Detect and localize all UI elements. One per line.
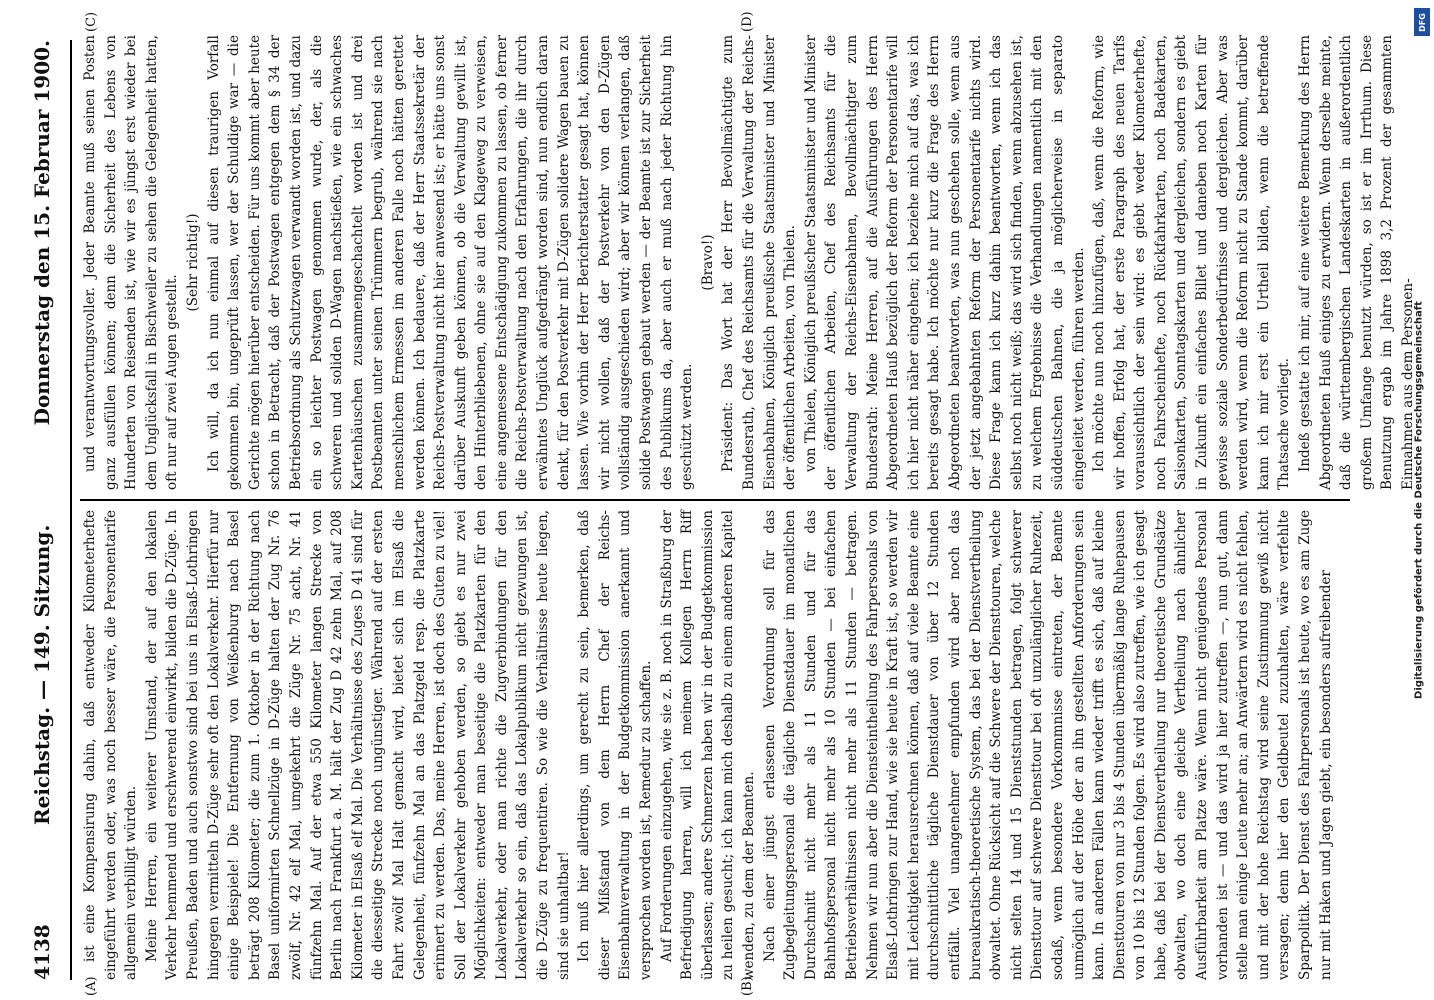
interjection: (Bravo!) [699, 234, 716, 291]
paragraph: ist eine Kompensirung dahin, daß entweder Kilometerhefte eingeführt werden oder, was noch besser wäre, die Personentarife allgemein verbilligt würden. [82, 510, 140, 980]
paragraph: Meine Herren, ein weiterer Umstand, der auf den lokalen Verkehr hemmend und erschwerend einwirkt, bilden die D-Züge. In Preußen, Baden und auch sonstwo sind bei uns in Elsaß-Lothringen hingegen vermitteln D-Züge sehr oft den Lokalverkehr. Hierfür nur einige Beispiele! Die Entfernung von Weißenburg nach Basel beträgt 208 Kilometer; die zum 1. Oktober in der Richtung nach Basel uniformirten Schnellzüge in D-Züge halten der Zug Nr. 76 zwölf, Nr. 42 elf Mal, umgekehrt die Züge Nr. 75 acht, Nr. 41 fünfzehn Mal. Auf der etwa 550 Kilometer langen Strecke von Berlin nach Frankfurt a. M. hält der Zug D 42 zehn Mal, auf 208 Kilometer in Elsaß elf Mal. Die Verhältnisse des Zuges D 41 sind für die diesseitige Strecke noch ungünstiger. Während auf der ersten Fahrt zwölf Mal Halt gemacht wird, bietet sich im Elsaß die Gelegenheit, fünfzehn Mal an das Platzgeld resp. die Platzkarte erinnert zu werden. Das, meine Herren, ist doch des Guten zu viel! Soll der Lokalverkehr gehoben werden, so giebt es nur zwei Möglichkeiten: entweder man beseitige die Platzkarten für den Lokalverkehr, oder man richte die Zugverbindungen für den Lokalverkehr so ein, daß das Lokalpublikum nicht gezwungen ist, die D-Züge zu frequentiren. So wie die Verhältnisse heute liegen, sind sie unhaltbar! [143, 510, 572, 980]
interjection: (Sehr richtig!) [184, 213, 201, 312]
page-header [30, 40, 72, 980]
credit-text: Digitalisierung gefördert durch die Deutsche Forschungsgemeinschaft [1413, 301, 1425, 699]
paragraph: Auf Forderungen einzugehen, wie sie z. B. noch in Straßburg der Befriedigung harren, will ich meinem Kollegen Herrn Riff überlassen; andere Schmerzen haben wir in der Budgetkommission zu heilen gesucht; ich kann mich deshalb zu einem anderen Kapitel wenden, zu dem der Beamten. [658, 510, 757, 980]
paragraph: Ich will, da ich nun einmal auf diesen traurigen Vorfall gekommen bin, ungeprüft lassen, wer der Schuldige war — die Gerichte mögen hierüber entscheiden. Für uns kommt aber heute schon in Betracht, daß der Postwagen entgegen dem § 34 der Betriebsordnung als Schutzwagen verwandt worden ist, und dazu ein so leichter Postwagen genommen wurde, der, als die schweren und soliden D-Wagen nachstießen, wie ein schwaches Kartenhäuschen zusammengeschachtelt worden ist und drei Postbeamten unter seinen Trümmern begrub, während sie nach menschlichem Ermessen im anderen Falle noch hätten gerettet werden können. Ich bedauere, daß der Herr Staatssekretär der Reichs-Postverwaltung nicht hier anwesend ist; er hätte uns sonst darüber Auskunft geben können, ob die Verwaltung gewillt ist, den Hinterbliebenen, ohne sie auf den Klageweg zu verweisen, eine angemessene Entschädigung zukommen zu lassen, ob ferner die Reichs-Postverwaltung nach den Erfahrungen, die ihr durch erwähntes Unglück aufgedrängt worden sind, nun endlich daran denkt, für den Postverkehr mit D-Zügen solidere Wagen bauen zu lassen. Wie vorhin der Herr Berichterstatter gesagt hat, können wir nicht wollen, daß der Postverkehr von den D-Zügen vollständig ausgeschieden wird; aber wir können verlangen, daß solide Postwagen gebaut werden — der Beamte ist zur Sicherheit des Publikums da, aber auch er muß nach jeder Richtung hin geschützt werden. [205, 35, 696, 490]
paragraph: und verantwortungsvoller. Jeder Beamte muß seinen Posten ganz ausfüllen können; denn die Sicherheit des Lebens von Hunderten von Reisenden ist, wie wir es jüngst erst wieder bei dem Unglücksfall in Bischweiler zu sehen die Gelegenheit hatten, oft nur auf zwei Augen gestellt. [82, 35, 181, 490]
header-title: Reichstag. — 149. Sitzung. [30, 524, 54, 826]
margin-mark-d: (D) [740, 11, 755, 32]
dfg-logo [1414, 8, 1430, 36]
page-number: 4138 [30, 924, 54, 980]
left-column [80, 510, 1350, 980]
header-date: Donnerstag den 15. Februar 1900. [30, 40, 54, 426]
paragraph: Ich muß hier allerdings, um gerecht zu sein, bemerken, daß dieser Mißstand von dem Herrn Chef der Reichs-Eisenbahnverwaltung in der Budgetkommission anerkannt und versprochen worden ist, Remedur zu schaffen. [576, 510, 655, 980]
paragraph: Indeß gestatte ich mir, auf eine weitere Bemerkung des Herrn Abgeordneten Hauß einiges zu erwidern. Wenn derselbe meinte, daß die württembergischen Landeskarten in außerordentlich großem Umfange benutzt würden, so ist er im Irrthum. Diese Benutzung ergab im Jahre 1898 3,2 Prozent der gesammten Einnahmen aus dem Personen- [1297, 35, 1416, 490]
paragraph: Präsident: Das Wort hat der Herr Bevollmächtigte zum Bundesrath, Chef des Reichsamts für die Verwaltung der Reichs-Eisenbahnen, Königlich preußische Staatsminister und Minister der öffentlichen Arbeiten, von Thielen. [720, 35, 799, 490]
column-divider [80, 499, 1350, 501]
margin-mark-c: (C) [84, 11, 99, 32]
side-credit [1408, 10, 1430, 990]
paragraph: von Thielen, Königlich preußischer Staatsminister und Minister der öffentlichen Arbeiten, Chef des Reichsamts für die Verwaltung der Reichs-Eisenbahnen, Bevollmächtigter zum Bundesrath: Meine Herren, auf die Ausführungen des Herrn Abgeordneten Hauß bezüglich der Reform der Personentarife will ich hier nicht näher eingehen; ich beziehe mich auf das, was ich bereits gesagt habe. Ich möchte nur kurz die Frage des Herrn Abgeordneten beantworten, was nun geschehen solle, wenn aus der jetzt angebahnten Reform der Personentarife nichts wird. Diese Frage kann ich kurz dahin beantworten, wenn ich das selbst noch nicht weiß; das wird sich finden, wenn abzusehen ist, zu welchem Ergebnisse die Verhandlungen namentlich mit den süddeutschen Bahnen, die ja möglicherweise in separato eingeleitet werden, führen werden. [802, 35, 1087, 490]
margin-mark-a: (A) [84, 976, 99, 996]
right-column [80, 35, 1416, 490]
paragraph: Nach einer jüngst erlassenen Verordnung soll für das Zugbegleitungspersonal die tägliche Dienstdauer im monatlichen Durchschnitt nicht mehr als 11 Stunden und für das Bahnhofspersonal nicht mehr als 10 Stunden — bei einfachen Betriebsverhältnissen nicht mehr als 11 Stunden — betragen. Nehmen wir nun aber die Diensteintheilung des Fahrpersonals von Elsaß-Lothringen zur Hand, wie sie heute in Kraft ist, so werden wir mit Leichtigkeit herausrechnen können, daß auf viele Beamte eine durchschnittliche tägliche Dienstdauer von über 12 Stunden entfällt. Viel unangenehmer empfunden wird aber noch das bureaukratisch-theoretische System, das bei der Dienstvertheilung obwaltet. Ohne Rücksicht auf die Schwere der Diensttouren, welche nicht selten 14 und 15 Dienststunden betragen, folgt schwerer Diensttour auf schwere Diensttour bei oft unzulänglicher Ruhezeit, sodaß, wenn besondere Vorkommnisse eintreten, der Beamte unmöglich auf der Höhe der an ihn gestellten Anforderungen sein kann. In anderen Fällen kann wieder trifft es sich, daß auf kleine Diensttouren von nur 3 bis 4 Stunden übermäßig lange Ruhepausen von 10 bis 12 Stunden folgen. Es wird also zutreffen, wie ich gesagt habe, daß bei der Dienstvertheilung nur theoretische Grundsätze obwalten, wo doch eine gleiche Vertheilung nach ähnlicher Ausführbarkeit am Platze wäre. Wenn nicht genügendes Personal vorhanden ist — und das wird ja hier zutreffen —, nun gut, dann stelle man einige Leute mehr an; an Anwärtern wird es nicht fehlen, und mit der hohe Reichstag wird seine Zustimmung gewiß nicht versagen; denn hier den Geldbeutel zuzuhalten, wäre verfehlte Sparpolitik. Der Dienst des Fahrpersonals ist heute, wo es am Zuge nur mit Haken und Jagen giebt, ein besonders aufreibender [761, 510, 1334, 980]
margin-mark-b: (B) [740, 976, 755, 996]
dfg-badge-text: DFG [1417, 12, 1427, 32]
paragraph: Ich möchte nun noch hinzufügen, daß, wenn die Reform, wie wir hoffen, Erfolg hat, der erste Paragraph des neuen Tarifs voraussichtlich der sein wird: es giebt weder Kilometerhefte, noch Fahrscheinhefte, noch Rückfahrkarten, noch Badekarten, Saisonkarten, Sonntagskarten und dergleichen, sondern es giebt in Zukunft ein einfaches Billet und daneben noch Karten für gewisse soziale Sonderbedürfnisse und dergleichen. Aber was werden wird, wenn die Reform nicht zu Stande kommt, darüber kann ich mir erst ein Urtheil bilden, wenn die betreffende Thatsache vorliegt. [1091, 35, 1293, 490]
